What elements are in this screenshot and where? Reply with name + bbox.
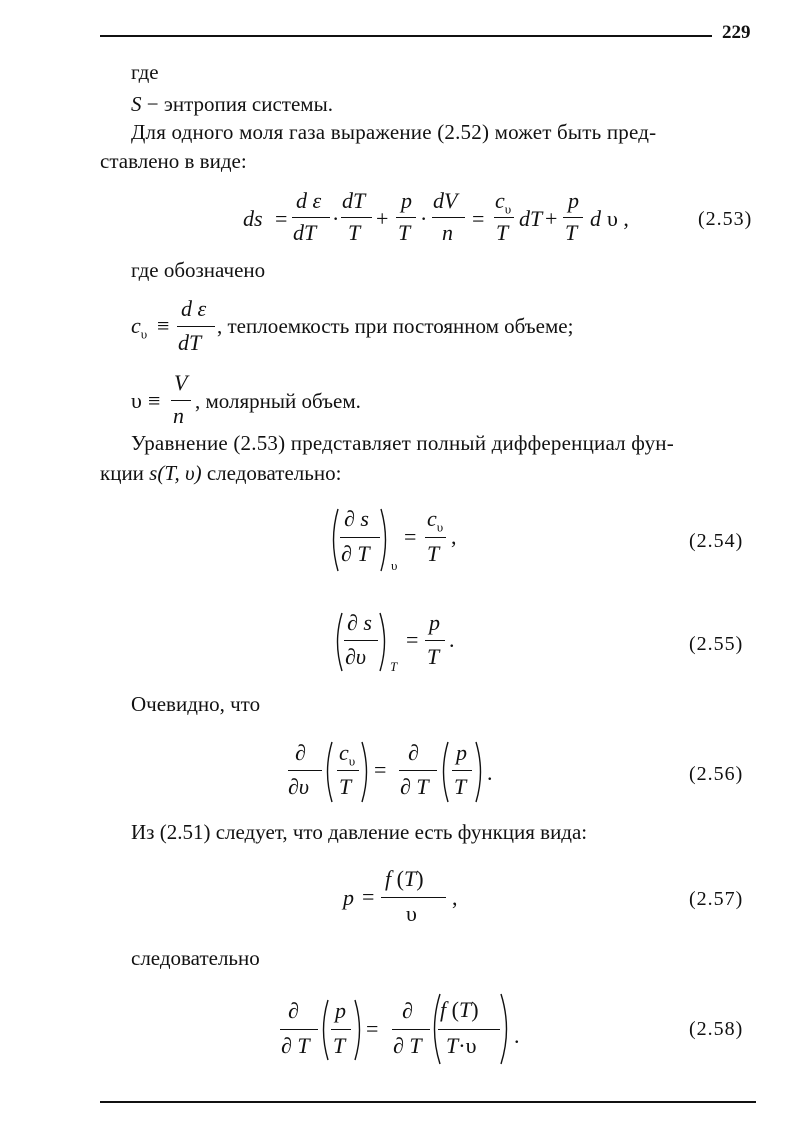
cv-description: , теплоемкость при постоянном объеме;	[217, 314, 574, 338]
equation-number-2-54: (2.54)	[689, 530, 744, 552]
p2-text-a: кции	[100, 461, 150, 485]
equation-number-2-55: (2.55)	[689, 633, 744, 655]
equation-number-2-53: (2.53)	[698, 208, 753, 230]
paragraph-1-line-2: ставлено в виде:	[100, 149, 247, 173]
text-ochevidno: Очевидно, что	[131, 692, 261, 716]
p2-text-b: следовательно:	[201, 461, 342, 485]
equation-number-2-57: (2.57)	[689, 888, 744, 910]
s-definition-text: − энтропия системы.	[141, 92, 333, 116]
footer-rule	[100, 1101, 756, 1103]
header-rule	[100, 35, 712, 37]
paragraph-1-line-1: Для одного моля газа выражение (2.52) может быть пред-	[131, 120, 657, 144]
equation-number-2-58: (2.58)	[689, 1018, 744, 1040]
v-description: , молярный объем.	[195, 389, 361, 413]
paragraph-2-line-1: Уравнение (2.53) представляет полный дифференциал фун-	[131, 431, 674, 455]
paragraph-2-line-2	[100, 457, 341, 489]
text-gde: где	[131, 60, 159, 84]
s-symbol: S	[131, 92, 142, 116]
text-sledovatelno: следовательно	[131, 946, 260, 970]
text-iz-2-51: Из (2.51) следует, что давление есть функция вида:	[131, 820, 588, 844]
equation-number-2-56: (2.56)	[689, 763, 744, 785]
function-s: s(T, υ)	[149, 461, 202, 485]
text-gde-oboznacheno: где обозначено	[131, 258, 266, 282]
page-number: 229	[722, 22, 751, 43]
